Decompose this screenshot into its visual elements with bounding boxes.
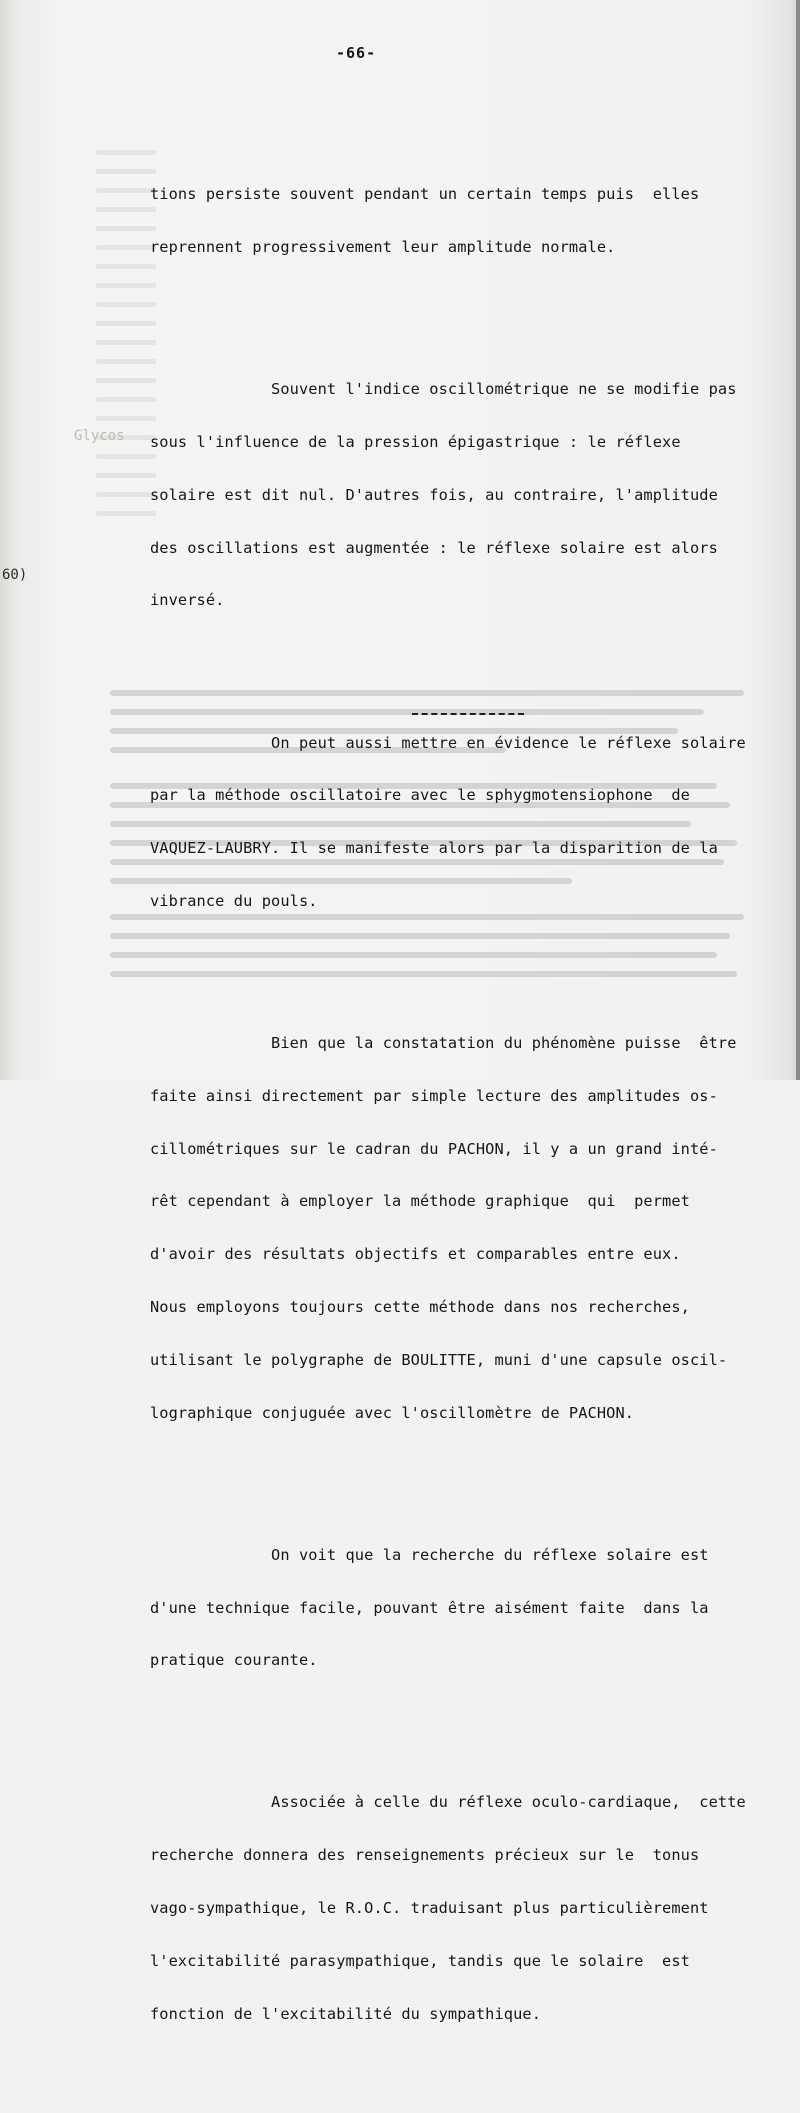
bleed-through-bottom	[110, 690, 770, 990]
paragraph-5	[150, 1512, 790, 1706]
text-line: lographique conjuguée avec l'oscillomètre de PACHON.	[150, 1403, 635, 1422]
text-line: Nous employons toujours cette méthode dans nos recherches,	[150, 1298, 690, 1316]
paragraph-6	[150, 1759, 790, 2058]
text-line: Souvent l'indice oscillométrique ne se modifie pas	[150, 380, 737, 399]
text-line: Associée à celle du réflexe oculo-cardiaque, cette	[150, 1793, 746, 1812]
text-line: On voit que la recherche du réflexe solaire est	[150, 1545, 709, 1564]
text-line: On peut aussi mettre en évidence le réflexe solaire	[150, 733, 746, 752]
paragraph-2	[150, 346, 790, 645]
text-line: d'une technique facile, pouvant être aisément faite dans la	[150, 1598, 709, 1617]
text-line: Bien que la constatation du phénomène puisse être	[150, 1034, 737, 1053]
margin-ghost-text: Glycos	[74, 428, 125, 444]
text-line: faite ainsi directement par simple lecture des amplitudes os-	[150, 1086, 718, 1105]
text-line: fonction de l'excitabilité du sympathique.	[150, 2004, 541, 2023]
text-line: utilisant le polygraphe de BOULITTE, muni d'une capsule oscil-	[150, 1350, 728, 1369]
text-line: des oscillations est augmentée : le réflexe solaire est alors	[150, 538, 718, 557]
text-line: l'excitabilité parasympathique, tandis que le solaire est	[150, 1951, 690, 1970]
paragraph-4	[150, 1000, 790, 1457]
text-line: inversé.	[150, 591, 225, 610]
text-line: vago-sympathique, le R.O.C. traduisant plus particulièrement	[150, 1899, 709, 1917]
text-line: recherche donnera des renseignements précieux sur le tonus	[150, 1846, 700, 1865]
scan-edge	[796, 0, 800, 1080]
bleed-through-left	[96, 150, 156, 570]
body-text	[150, 116, 790, 2113]
text-line: tions persiste souvent pendant un certain temps puis elles	[150, 185, 700, 204]
text-line: VAQUEZ-LAUBRY. Il se manifeste alors par la disparition de la	[150, 839, 718, 858]
text-line: d'avoir des résultats objectifs et comparables entre eux.	[150, 1245, 681, 1264]
text-line: par la méthode oscillatoire avec le sphygmotensiophone de	[150, 786, 690, 805]
text-line: reprennent progressivement leur amplitude normale.	[150, 238, 616, 257]
text-line: vibrance du pouls.	[150, 891, 318, 910]
margin-note: 60)	[2, 567, 28, 583]
paragraph-1	[150, 151, 790, 292]
text-line: sous l'influence de la pression épigastrique : le réflexe	[150, 433, 681, 452]
text-line: rêt cependant à employer la méthode graphique qui permet	[150, 1192, 690, 1211]
text-line: pratique courante.	[150, 1651, 318, 1670]
text-line: cillométriques sur le cadran du PACHON, il y a un grand inté-	[150, 1139, 718, 1158]
text-line: solaire est dit nul. D'autres fois, au contraire, l'amplitude	[150, 485, 718, 504]
page-number: -66-	[336, 44, 377, 62]
